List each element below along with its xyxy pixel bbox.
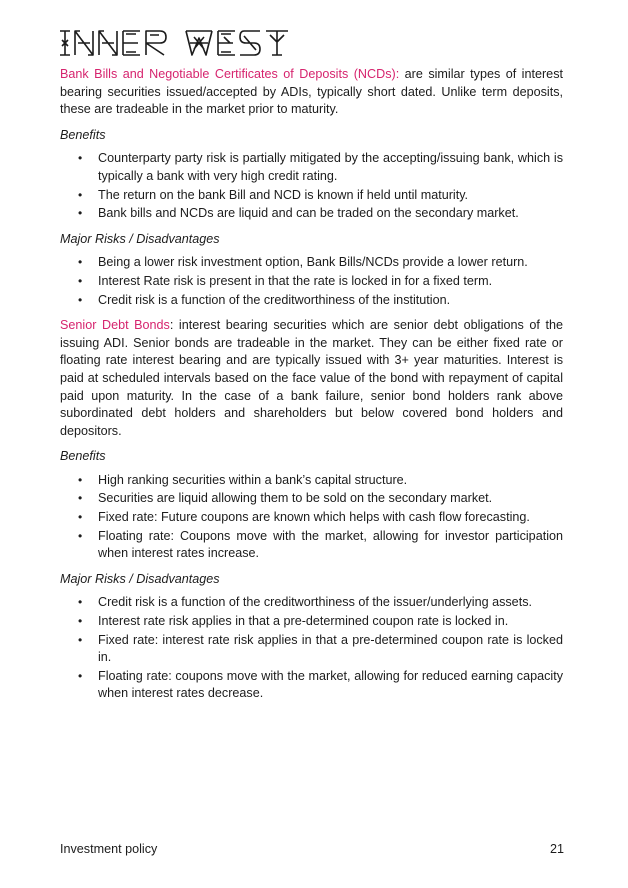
- logo-letter-r: [146, 31, 166, 55]
- bank-bills-description: are similar types of interest bearing securities issued/accepted by ADIs, typically short dated. Unlike term deposits, these are tradeable in the market prior to maturity.: [60, 67, 563, 117]
- list-item: • Interest rate risk applies in that a pre-determined coupon rate is locked in.: [60, 613, 563, 631]
- section-bank-bills-intro: [60, 66, 563, 119]
- bullet-icon: •: [78, 510, 83, 525]
- term-bank-bills: Bank Bills and Negotiable Certificates of Deposits (NCDs):: [60, 67, 400, 81]
- page-footer: [60, 842, 564, 856]
- bullet-icon: •: [78, 206, 83, 221]
- bank-bills-benefits-list: [60, 150, 563, 222]
- bullet-icon: •: [78, 472, 83, 487]
- term-senior-debt-bonds: Senior Debt Bonds: [60, 318, 170, 333]
- senior-debt-benefits-list: [60, 472, 563, 563]
- list-item: • Floating rate: Coupons move with the market, allowing for investor participation when interest rates increase.: [78, 528, 563, 561]
- bullet-icon: •: [78, 292, 83, 307]
- list-item: • Securities are liquid allowing them to be sold on the secondary market.: [60, 490, 563, 508]
- logo-letter-w: [186, 31, 212, 55]
- logo-letter-e-2: [218, 31, 235, 55]
- logo-letter-i: [60, 31, 70, 55]
- logo-letter-n-2: [99, 31, 117, 55]
- logo-letter-e: [123, 31, 140, 55]
- senior-debt-benefits-heading: Benefits: [60, 449, 106, 464]
- bullet-icon: •: [78, 273, 83, 288]
- bullet-icon: •: [78, 491, 83, 506]
- bank-bills-benefits-heading: Benefits: [60, 127, 106, 142]
- logo-letter-s: [240, 31, 260, 55]
- bullet-icon: •: [78, 528, 83, 543]
- list-item: • Interest Rate risk is present in that the rate is locked in for a fixed term.: [60, 273, 563, 291]
- list-item: • High ranking securities within a bank’s capital structure.: [60, 472, 563, 490]
- list-item: • Counterparty party risk is partially mitigated by the accepting/issuing bank, which is typically a bank with very high credit rating.: [78, 151, 563, 183]
- bullet-icon: •: [78, 632, 83, 647]
- section-senior-debt-intro: [60, 317, 563, 440]
- bullet-icon: •: [78, 255, 83, 270]
- list-item: • The return on the bank Bill and NCD is known if held until maturity.: [60, 187, 563, 205]
- bullet-icon: •: [78, 614, 83, 629]
- bank-bills-risks-list: [60, 254, 563, 309]
- footer-title: Investment policy: [60, 842, 158, 856]
- list-item: • Bank bills and NCDs are liquid and can be traded on the secondary market.: [60, 205, 563, 223]
- bullet-icon: •: [78, 187, 83, 202]
- list-item: • Credit risk is a function of the creditworthiness of the issuer/underlying assets.: [60, 594, 563, 612]
- bullet-icon: •: [78, 668, 83, 683]
- senior-debt-risks-heading: Major Risks / Disadvantages: [60, 571, 220, 586]
- bank-bills-risks-heading: Major Risks / Disadvantages: [60, 231, 220, 246]
- senior-debt-description: : interest bearing securities which are senior debt obligations of the issuing ADI. Senior bonds are tradeable in the market. They can be either fixed rate or floating rate interest bearing and are typically issued with 3+ year maturities. Interest is paid at scheduled intervals based on the face value of the bond with repayment of capital paid upon maturity. In the case of a bank failure, senior bond holders rank above subordinated debt holders and shareholders but below covered bond holders and depositors.: [60, 318, 563, 438]
- list-item: • Fixed rate: interest rate risk applies in that a pre-determined coupon rate is locked in.: [78, 632, 563, 665]
- list-item: • Floating rate: coupons move with the market, allowing for reduced earning capacity when interest rates decrease.: [78, 668, 563, 701]
- inner-west-logo: [58, 28, 298, 63]
- list-item: • Being a lower risk investment option, Bank Bills/NCDs provide a lower return.: [60, 254, 563, 272]
- bullet-icon: •: [78, 595, 83, 610]
- bullet-icon: •: [78, 151, 83, 166]
- page-content: [60, 66, 563, 711]
- page-number: 21: [549, 842, 564, 856]
- logo-letter-t: [266, 31, 288, 55]
- logo-letter-n: [75, 31, 93, 55]
- list-item: • Credit risk is a function of the creditworthiness of the institution.: [60, 292, 563, 310]
- senior-debt-risks-list: [60, 594, 563, 703]
- list-item: • Fixed rate: Future coupons are known which helps with cash flow forecasting.: [60, 509, 563, 527]
